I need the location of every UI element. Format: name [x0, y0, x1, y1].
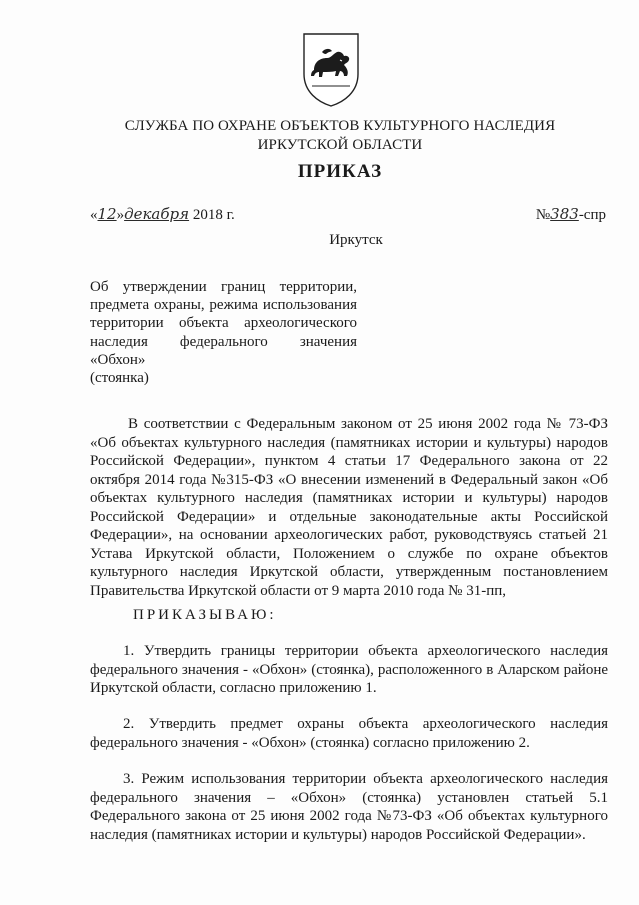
number-value: 383: [550, 205, 579, 223]
number-prefix: №: [535, 207, 551, 223]
document-number: [536, 205, 606, 224]
date-number-row: [90, 205, 606, 227]
document-city: Иркутск: [329, 232, 383, 248]
document-date: [90, 205, 235, 224]
order-item-3: 3. Режим использования территории объекта археологического наследия федерального значения – «Обхон» (стоянка) установлен статьей 5.1 Федерального закона от 25 июня 2002 года №73-ФЗ «Об объектах культурного наследия (памятниках истории и культуры) народов Российской Федерации».: [90, 771, 608, 843]
order-item-2: 2. Утвердить предмет охраны объекта археологического наследия федерального значения - «Обхон» (стоянка) согласно приложению 2.: [90, 716, 608, 751]
date-month: декабря: [124, 205, 190, 223]
document-title: ПРИКАЗ: [297, 161, 383, 182]
subject-line: Об утверждении границ территории,: [90, 279, 357, 295]
subject-line: (стоянка): [90, 370, 149, 387]
date-day: 12: [97, 205, 117, 223]
document-subject: [90, 278, 357, 387]
subject-line: предмета охраны, режима: [90, 297, 259, 314]
organization-name-line1: СЛУЖБА ПО ОХРАНЕ ОБЪЕКТОВ КУЛЬТУРНОГО НАСЛЕДИЯ: [124, 118, 556, 134]
subject-line: использования территории объекта: [90, 297, 358, 332]
subject-line: археологического наследия: [90, 315, 358, 350]
organization-name-line2: ИРКУТСКОЙ ОБЛАСТИ: [257, 137, 423, 153]
number-suffix: -спр: [578, 207, 606, 223]
date-close-quote: »: [116, 207, 125, 223]
subject-line: федерального значения «Обхон»: [90, 333, 358, 368]
date-year: 2018 г.: [192, 207, 235, 223]
order-word: ПРИКАЗЫВАЮ:: [133, 607, 277, 623]
preamble-paragraph: В соответствии с Федеральным законом от 25 июня 2002 года № 73-ФЗ «Об объектах культурного наследия (памятниках истории и культуры) народов Российской Федерации», пунктом 4 статьи 17 Федерального закона от 22 октября 2014 года №315-ФЗ «О внесении изменений в Федеральный закон «Об объектах культурного наследия (памятниках истории и культуры) народов Российской Федерации» и отдельные законодательные акты Российской Федерации», на основании археологических работ, руководствуясь статьей 21 Устава Иркутской области, Положением о службе по охране объектов культурного наследия Иркутской области, утвержденным постановлением Правительства Иркутской области от 9 марта 2010 года № 31-пп,: [90, 416, 608, 599]
date-open-quote: «: [90, 207, 98, 223]
irkutsk-coat-of-arms-icon: [300, 30, 362, 108]
organization-name: [60, 117, 620, 155]
order-item-1: 1. Утвердить границы территории объекта археологического наследия федерального значения - «Обхон» (стоянка), расположенного в Аларском районе Иркутской области, согласно приложению 1.: [90, 643, 608, 696]
